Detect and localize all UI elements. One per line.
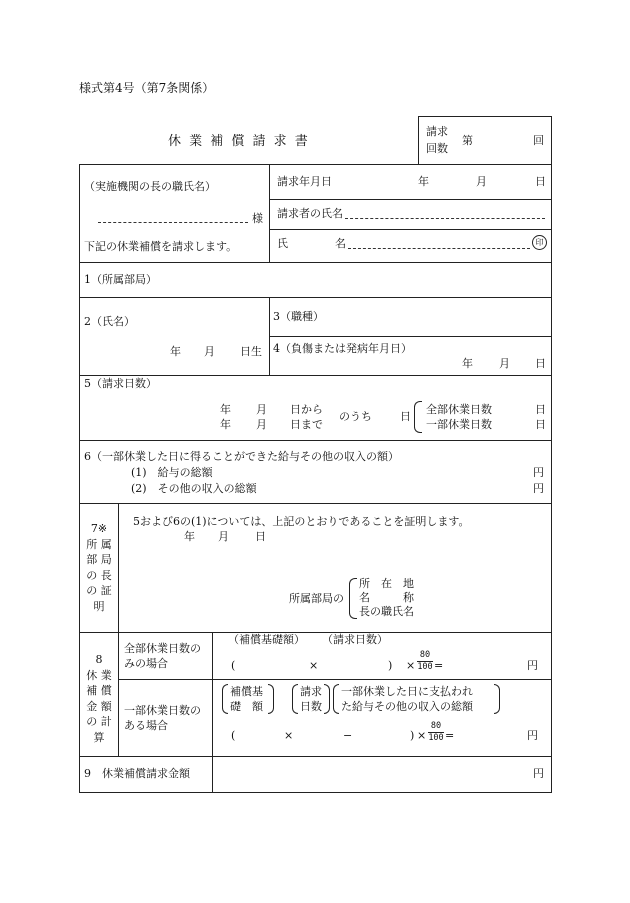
item7-certify: 5および6の(1)については、上記のとおりであることを証明します。 (133, 515, 470, 528)
partial-times-frac: × (417, 729, 427, 742)
full-fraction: 80 100 (417, 650, 433, 672)
partial-minus: − (343, 729, 353, 742)
request-date-month: 月 (476, 175, 487, 188)
full-times: × (309, 659, 319, 672)
request-statement: 下記の休業補償を請求します。 (84, 240, 238, 253)
item9-unit: 円 (533, 767, 544, 780)
item7-brace (349, 578, 357, 619)
item4-day: 日 (535, 357, 546, 370)
item5-to-month: 月 (256, 418, 267, 431)
full-paren-open: ( (231, 659, 236, 672)
item4-year: 年 (462, 357, 473, 370)
claimant-signature-field[interactable] (348, 248, 530, 249)
item1-label: 1（所属部局） (84, 273, 157, 286)
item5-from: 日から (290, 403, 323, 416)
item4-month: 月 (499, 357, 510, 370)
brace-b2-left (292, 684, 298, 714)
partial-fraction: 80 100 (428, 721, 444, 743)
item5-partial-label: 一部休業日数 (426, 418, 492, 431)
b1-line1: 補償基 (230, 685, 263, 698)
brace-b2-right (324, 684, 330, 714)
item6-sub2: (2) その他の収入の総額 (131, 482, 257, 495)
request-date-year: 年 (418, 175, 429, 188)
item5-partial-unit: 日 (535, 418, 546, 431)
base-amount-label: （補償基礎額） (228, 633, 305, 646)
item5-to: 日まで (290, 418, 323, 431)
page-title: 休 業 補 償 請 求 書 (168, 134, 310, 149)
item6-sub1: (1) 給与の総額 (131, 466, 213, 479)
item7-day: 日 (255, 530, 266, 543)
item8-vertical-label: 8 休 業 補 償 金 額 の 計 算 (86, 653, 112, 744)
item6-label: 6（一部休業した日に得ることができた給与その他の収入の額） (84, 450, 399, 463)
claim-days-label: （請求日数） (322, 633, 388, 646)
item5-label: 5（請求日数） (84, 377, 157, 390)
addressee-field[interactable] (98, 222, 248, 223)
item5-to-year: 年 (220, 418, 231, 431)
item5-brace (414, 401, 422, 433)
claim-count-suffix: 回 (533, 134, 544, 147)
brace-b3-left (333, 684, 339, 714)
item5-full-unit: 日 (535, 403, 546, 416)
item5-days: 日 (400, 410, 411, 423)
claim-count-label-2: 回数 (426, 142, 448, 155)
brace-b1-left (222, 684, 228, 714)
partial-paren-close: ) (410, 729, 415, 742)
full-equals: = (434, 659, 444, 672)
item4-label: 4（負傷または発病年月日） (273, 342, 412, 355)
b2-line2: 日数 (300, 700, 322, 713)
item7-name-label: 名 称 (359, 591, 414, 604)
addressee-honorific: 様 (252, 212, 263, 225)
claimant-name-label: 請求者の氏名 (277, 207, 343, 220)
b1-line2: 礎 額 (230, 700, 263, 713)
item6-sub1-unit: 円 (533, 466, 544, 479)
item5-from-month: 月 (256, 403, 267, 416)
b3-line1: 一部休業した日に支払われ (341, 685, 473, 698)
claim-count-prefix: 第 (462, 134, 473, 147)
item5-full-label: 全部休業日数 (426, 403, 492, 416)
item7-head-label: 長の職氏名 (359, 605, 414, 618)
item2-label: 2（氏名） (84, 315, 135, 328)
full-paren-close: ) (388, 659, 393, 672)
case-full-1: 全部休業日数の (124, 642, 201, 655)
item7-vertical-label: 7※ 所 属 部 局 の 長 の 証 明 (86, 522, 112, 613)
brace-b3-right (494, 684, 500, 714)
partial-paren-open: ( (231, 729, 236, 742)
item5-from-year: 年 (220, 403, 231, 416)
claimant-name-field[interactable] (345, 218, 545, 219)
case-partial-2: ある場合 (124, 719, 168, 732)
seal-mark: 印 (532, 235, 547, 250)
item5-of-which: のうち (339, 410, 372, 423)
item6-sub2-unit: 円 (533, 482, 544, 495)
partial-equals: = (445, 729, 455, 742)
request-date-label: 請求年月日 (277, 175, 332, 188)
item7-dept-head: 所属部局の (289, 592, 344, 605)
brace-b1-right (268, 684, 274, 714)
item2-year: 年 (170, 345, 181, 358)
item2-month: 月 (204, 345, 215, 358)
item2-birth: 日生 (240, 345, 262, 358)
item7-month: 月 (218, 530, 229, 543)
form-number: 様式第4号（第7条関係） (79, 81, 215, 95)
claimant-mei: 名 (335, 237, 346, 250)
addressee-label: （実施機関の長の職氏名） (84, 180, 216, 193)
full-unit: 円 (527, 659, 538, 672)
b3-line2: た給与その他の収入の総額 (341, 700, 473, 713)
case-full-2: みの場合 (124, 657, 168, 670)
item7-address-label: 所 在 地 (359, 577, 414, 590)
claim-count-label-1: 請求 (426, 125, 448, 138)
partial-times: × (284, 729, 294, 742)
item3-label: 3（職種） (273, 310, 324, 323)
partial-unit: 円 (527, 729, 538, 742)
case-partial-1: 一部休業日数の (124, 704, 201, 717)
item9-label: 9 休業補償請求金額 (84, 767, 190, 780)
b2-line1: 請求 (300, 685, 322, 698)
request-date-day: 日 (535, 175, 546, 188)
item7-year: 年 (184, 530, 195, 543)
claimant-shi: 氏 (277, 237, 288, 250)
full-times-frac: × (406, 659, 416, 672)
